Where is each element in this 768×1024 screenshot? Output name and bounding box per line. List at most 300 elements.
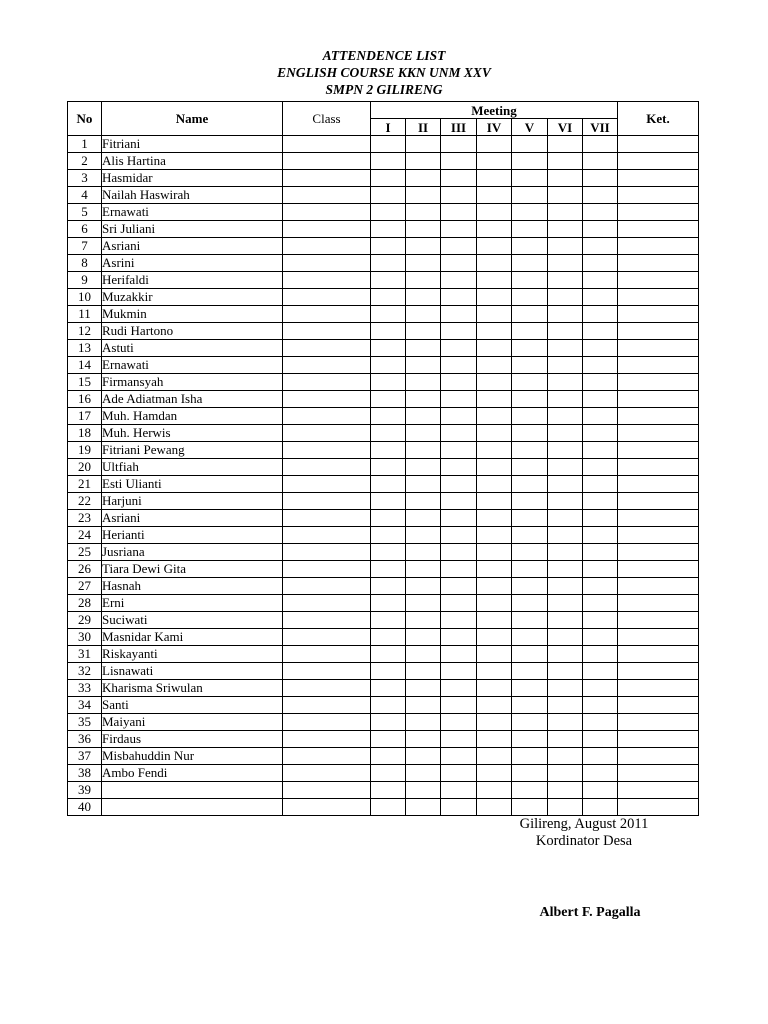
student-name: Harjuni (102, 493, 283, 510)
meeting-cell (548, 442, 583, 459)
meeting-cell (477, 170, 512, 187)
ket-cell (618, 527, 699, 544)
ket-cell (618, 680, 699, 697)
table-row (68, 340, 699, 357)
meeting-cell (512, 272, 548, 289)
table-row (68, 323, 699, 340)
title-school: SMPN 2 GILIRENG (325, 82, 443, 97)
meeting-cell (512, 731, 548, 748)
meeting-cell (548, 391, 583, 408)
ket-cell (618, 697, 699, 714)
meeting-cell (406, 612, 441, 629)
meeting-cell (477, 612, 512, 629)
class-cell (283, 578, 371, 595)
header-meeting-2: II (406, 119, 441, 136)
meeting-cell (548, 255, 583, 272)
class-cell (283, 782, 371, 799)
meeting-cell (477, 714, 512, 731)
student-name: Rudi Hartono (102, 323, 283, 340)
meeting-cell (477, 765, 512, 782)
row-number: 6 (68, 221, 102, 238)
meeting-cell (548, 408, 583, 425)
meeting-cell (371, 629, 406, 646)
meeting-cell (512, 306, 548, 323)
meeting-cell (371, 170, 406, 187)
row-number: 32 (68, 663, 102, 680)
meeting-cell (548, 493, 583, 510)
meeting-cell (583, 374, 618, 391)
meeting-cell (406, 187, 441, 204)
meeting-cell (441, 204, 477, 221)
meeting-cell (583, 646, 618, 663)
meeting-cell (512, 493, 548, 510)
row-number: 8 (68, 255, 102, 272)
meeting-cell (583, 765, 618, 782)
meeting-cell (441, 714, 477, 731)
ket-cell (618, 357, 699, 374)
meeting-cell (548, 697, 583, 714)
student-name: Kharisma Sriwulan (102, 680, 283, 697)
table-row (68, 255, 699, 272)
row-number: 22 (68, 493, 102, 510)
ket-cell (618, 408, 699, 425)
meeting-cell (512, 680, 548, 697)
signature-place-date: Gilireng, August 2011 (519, 816, 649, 832)
table-row (68, 408, 699, 425)
class-cell (283, 187, 371, 204)
meeting-cell (512, 595, 548, 612)
table-row (68, 476, 699, 493)
meeting-cell (406, 323, 441, 340)
document-title-block (0, 47, 768, 98)
student-name (102, 799, 283, 816)
class-cell (283, 544, 371, 561)
meeting-cell (477, 306, 512, 323)
table-row (68, 561, 699, 578)
student-name: Misbahuddin Nur (102, 748, 283, 765)
meeting-cell (441, 578, 477, 595)
meeting-cell (512, 459, 548, 476)
ket-cell (618, 646, 699, 663)
meeting-cell (512, 697, 548, 714)
table-row (68, 187, 699, 204)
meeting-cell (406, 272, 441, 289)
meeting-cell (477, 578, 512, 595)
meeting-cell (548, 187, 583, 204)
student-name: Lisnawati (102, 663, 283, 680)
table-row (68, 731, 699, 748)
meeting-cell (406, 510, 441, 527)
meeting-cell (371, 663, 406, 680)
ket-cell (618, 323, 699, 340)
ket-cell (618, 731, 699, 748)
row-number: 13 (68, 340, 102, 357)
meeting-cell (512, 765, 548, 782)
meeting-cell (406, 544, 441, 561)
student-name: Mukmin (102, 306, 283, 323)
table-row (68, 306, 699, 323)
meeting-cell (512, 187, 548, 204)
meeting-cell (406, 578, 441, 595)
meeting-cell (583, 493, 618, 510)
meeting-cell (548, 782, 583, 799)
meeting-cell (441, 425, 477, 442)
class-cell (283, 340, 371, 357)
student-name: Erni (102, 595, 283, 612)
meeting-cell (548, 289, 583, 306)
meeting-cell (583, 272, 618, 289)
meeting-cell (371, 748, 406, 765)
meeting-cell (477, 272, 512, 289)
table-row (68, 714, 699, 731)
meeting-cell (548, 680, 583, 697)
meeting-cell (371, 544, 406, 561)
meeting-cell (477, 629, 512, 646)
table-row (68, 697, 699, 714)
row-number: 10 (68, 289, 102, 306)
table-row (68, 238, 699, 255)
meeting-cell (512, 357, 548, 374)
class-cell (283, 374, 371, 391)
ket-cell (618, 187, 699, 204)
meeting-cell (406, 663, 441, 680)
meeting-cell (477, 136, 512, 153)
student-name: Asriani (102, 510, 283, 527)
row-number: 38 (68, 765, 102, 782)
meeting-cell (371, 408, 406, 425)
student-name: Muzakkir (102, 289, 283, 306)
meeting-cell (477, 646, 512, 663)
meeting-cell (583, 731, 618, 748)
student-name: Masnidar Kami (102, 629, 283, 646)
meeting-cell (583, 595, 618, 612)
class-cell (283, 697, 371, 714)
meeting-cell (548, 170, 583, 187)
meeting-cell (583, 561, 618, 578)
ket-cell (618, 221, 699, 238)
meeting-cell (371, 646, 406, 663)
student-name: Riskayanti (102, 646, 283, 663)
meeting-cell (548, 612, 583, 629)
meeting-cell (477, 782, 512, 799)
meeting-cell (583, 612, 618, 629)
header-meeting-3: III (441, 119, 477, 136)
student-name: Asriani (102, 238, 283, 255)
meeting-cell (583, 578, 618, 595)
meeting-cell (548, 425, 583, 442)
meeting-cell (371, 697, 406, 714)
meeting-cell (441, 595, 477, 612)
ket-cell (618, 238, 699, 255)
meeting-cell (441, 221, 477, 238)
meeting-cell (583, 255, 618, 272)
meeting-cell (512, 255, 548, 272)
table-row (68, 272, 699, 289)
meeting-cell (406, 306, 441, 323)
meeting-cell (371, 731, 406, 748)
meeting-cell (548, 578, 583, 595)
meeting-cell (406, 153, 441, 170)
meeting-cell (477, 323, 512, 340)
meeting-cell (406, 136, 441, 153)
row-number: 11 (68, 306, 102, 323)
meeting-cell (512, 323, 548, 340)
meeting-cell (406, 425, 441, 442)
meeting-cell (371, 493, 406, 510)
meeting-cell (583, 323, 618, 340)
meeting-cell (583, 408, 618, 425)
meeting-cell (583, 799, 618, 816)
meeting-cell (371, 425, 406, 442)
meeting-cell (548, 714, 583, 731)
meeting-cell (441, 697, 477, 714)
table-row (68, 544, 699, 561)
table-row (68, 527, 699, 544)
student-name: Fitriani Pewang (102, 442, 283, 459)
table-row (68, 289, 699, 306)
meeting-cell (512, 170, 548, 187)
ket-cell (618, 272, 699, 289)
class-cell (283, 425, 371, 442)
meeting-cell (371, 204, 406, 221)
class-cell (283, 391, 371, 408)
student-name (102, 782, 283, 799)
header-meeting-6: VI (548, 119, 583, 136)
meeting-cell (583, 748, 618, 765)
meeting-cell (548, 510, 583, 527)
meeting-cell (477, 255, 512, 272)
meeting-cell (441, 544, 477, 561)
student-name: Hasmidar (102, 170, 283, 187)
class-cell (283, 170, 371, 187)
meeting-cell (441, 748, 477, 765)
row-number: 14 (68, 357, 102, 374)
meeting-cell (406, 374, 441, 391)
meeting-cell (406, 714, 441, 731)
ket-cell (618, 544, 699, 561)
meeting-cell (583, 153, 618, 170)
row-number: 19 (68, 442, 102, 459)
meeting-cell (477, 510, 512, 527)
meeting-cell (441, 680, 477, 697)
row-number: 29 (68, 612, 102, 629)
table-row (68, 459, 699, 476)
meeting-cell (548, 629, 583, 646)
meeting-cell (441, 255, 477, 272)
row-number: 33 (68, 680, 102, 697)
meeting-cell (512, 391, 548, 408)
meeting-cell (371, 374, 406, 391)
row-number: 25 (68, 544, 102, 561)
table-row (68, 425, 699, 442)
table-row (68, 629, 699, 646)
row-number: 9 (68, 272, 102, 289)
meeting-cell (406, 476, 441, 493)
meeting-cell (371, 221, 406, 238)
meeting-cell (371, 612, 406, 629)
meeting-cell (406, 391, 441, 408)
meeting-cell (477, 442, 512, 459)
row-number: 17 (68, 408, 102, 425)
meeting-cell (371, 391, 406, 408)
row-number: 2 (68, 153, 102, 170)
header-meeting-1: I (371, 119, 406, 136)
meeting-cell (477, 391, 512, 408)
meeting-cell (583, 510, 618, 527)
meeting-cell (441, 629, 477, 646)
meeting-cell (583, 782, 618, 799)
meeting-cell (441, 493, 477, 510)
meeting-cell (441, 476, 477, 493)
meeting-cell (583, 357, 618, 374)
table-row (68, 374, 699, 391)
row-number: 31 (68, 646, 102, 663)
table-row (68, 170, 699, 187)
class-cell (283, 510, 371, 527)
header-meeting-7: VII (583, 119, 618, 136)
ket-cell (618, 204, 699, 221)
meeting-cell (477, 425, 512, 442)
meeting-cell (512, 629, 548, 646)
meeting-cell (548, 238, 583, 255)
table-row (68, 153, 699, 170)
row-number: 26 (68, 561, 102, 578)
row-number: 1 (68, 136, 102, 153)
meeting-cell (441, 510, 477, 527)
table-row (68, 680, 699, 697)
student-name: Muh. Herwis (102, 425, 283, 442)
table-row (68, 782, 699, 799)
meeting-cell (441, 272, 477, 289)
row-number: 36 (68, 731, 102, 748)
ket-cell (618, 442, 699, 459)
student-name: Herianti (102, 527, 283, 544)
meeting-cell (406, 340, 441, 357)
meeting-cell (548, 204, 583, 221)
meeting-cell (406, 680, 441, 697)
ket-cell (618, 663, 699, 680)
class-cell (283, 629, 371, 646)
title-course: ENGLISH COURSE KKN UNM XXV (277, 65, 491, 80)
student-name: Sri Juliani (102, 221, 283, 238)
student-name: Hasnah (102, 578, 283, 595)
class-cell (283, 408, 371, 425)
meeting-cell (406, 204, 441, 221)
meeting-cell (406, 357, 441, 374)
header-class: Class (283, 102, 371, 136)
meeting-cell (406, 459, 441, 476)
meeting-cell (512, 221, 548, 238)
header-ket: Ket. (618, 102, 699, 136)
ket-cell (618, 425, 699, 442)
meeting-cell (477, 561, 512, 578)
meeting-cell (406, 782, 441, 799)
meeting-cell (441, 459, 477, 476)
meeting-cell (583, 544, 618, 561)
meeting-cell (441, 782, 477, 799)
ket-cell (618, 782, 699, 799)
meeting-cell (477, 527, 512, 544)
ket-cell (618, 459, 699, 476)
row-number: 20 (68, 459, 102, 476)
class-cell (283, 493, 371, 510)
table-row (68, 612, 699, 629)
meeting-cell (583, 680, 618, 697)
table-row (68, 663, 699, 680)
table-row (68, 493, 699, 510)
meeting-cell (477, 544, 512, 561)
meeting-cell (583, 527, 618, 544)
class-cell (283, 731, 371, 748)
meeting-cell (441, 153, 477, 170)
meeting-cell (512, 663, 548, 680)
class-cell (283, 765, 371, 782)
meeting-cell (441, 731, 477, 748)
row-number: 40 (68, 799, 102, 816)
table-row (68, 799, 699, 816)
meeting-cell (406, 646, 441, 663)
meeting-cell (548, 748, 583, 765)
meeting-cell (583, 629, 618, 646)
row-number: 4 (68, 187, 102, 204)
attendance-table (67, 101, 699, 816)
meeting-cell (548, 646, 583, 663)
meeting-cell (441, 374, 477, 391)
class-cell (283, 153, 371, 170)
class-cell (283, 357, 371, 374)
meeting-cell (441, 663, 477, 680)
meeting-cell (371, 238, 406, 255)
meeting-cell (371, 782, 406, 799)
meeting-cell (512, 374, 548, 391)
meeting-cell (548, 136, 583, 153)
meeting-cell (512, 561, 548, 578)
meeting-cell (477, 663, 512, 680)
meeting-cell (548, 799, 583, 816)
ket-cell (618, 153, 699, 170)
student-name: Astuti (102, 340, 283, 357)
meeting-cell (477, 680, 512, 697)
meeting-cell (512, 289, 548, 306)
ket-cell (618, 476, 699, 493)
row-number: 23 (68, 510, 102, 527)
ket-cell (618, 391, 699, 408)
ket-cell (618, 765, 699, 782)
class-cell (283, 204, 371, 221)
meeting-cell (548, 153, 583, 170)
class-cell (283, 272, 371, 289)
student-name: Jusriana (102, 544, 283, 561)
ket-cell (618, 799, 699, 816)
meeting-cell (477, 187, 512, 204)
student-name: Muh. Hamdan (102, 408, 283, 425)
student-name: Ernawati (102, 204, 283, 221)
ket-cell (618, 595, 699, 612)
student-name: Alis Hartina (102, 153, 283, 170)
meeting-cell (406, 629, 441, 646)
table-row (68, 221, 699, 238)
meeting-cell (512, 238, 548, 255)
attendance-rows (68, 136, 699, 816)
meeting-cell (512, 510, 548, 527)
meeting-cell (512, 748, 548, 765)
table-row (68, 357, 699, 374)
meeting-cell (406, 255, 441, 272)
header-no: No (68, 102, 102, 136)
meeting-cell (371, 595, 406, 612)
meeting-cell (548, 323, 583, 340)
row-number: 5 (68, 204, 102, 221)
